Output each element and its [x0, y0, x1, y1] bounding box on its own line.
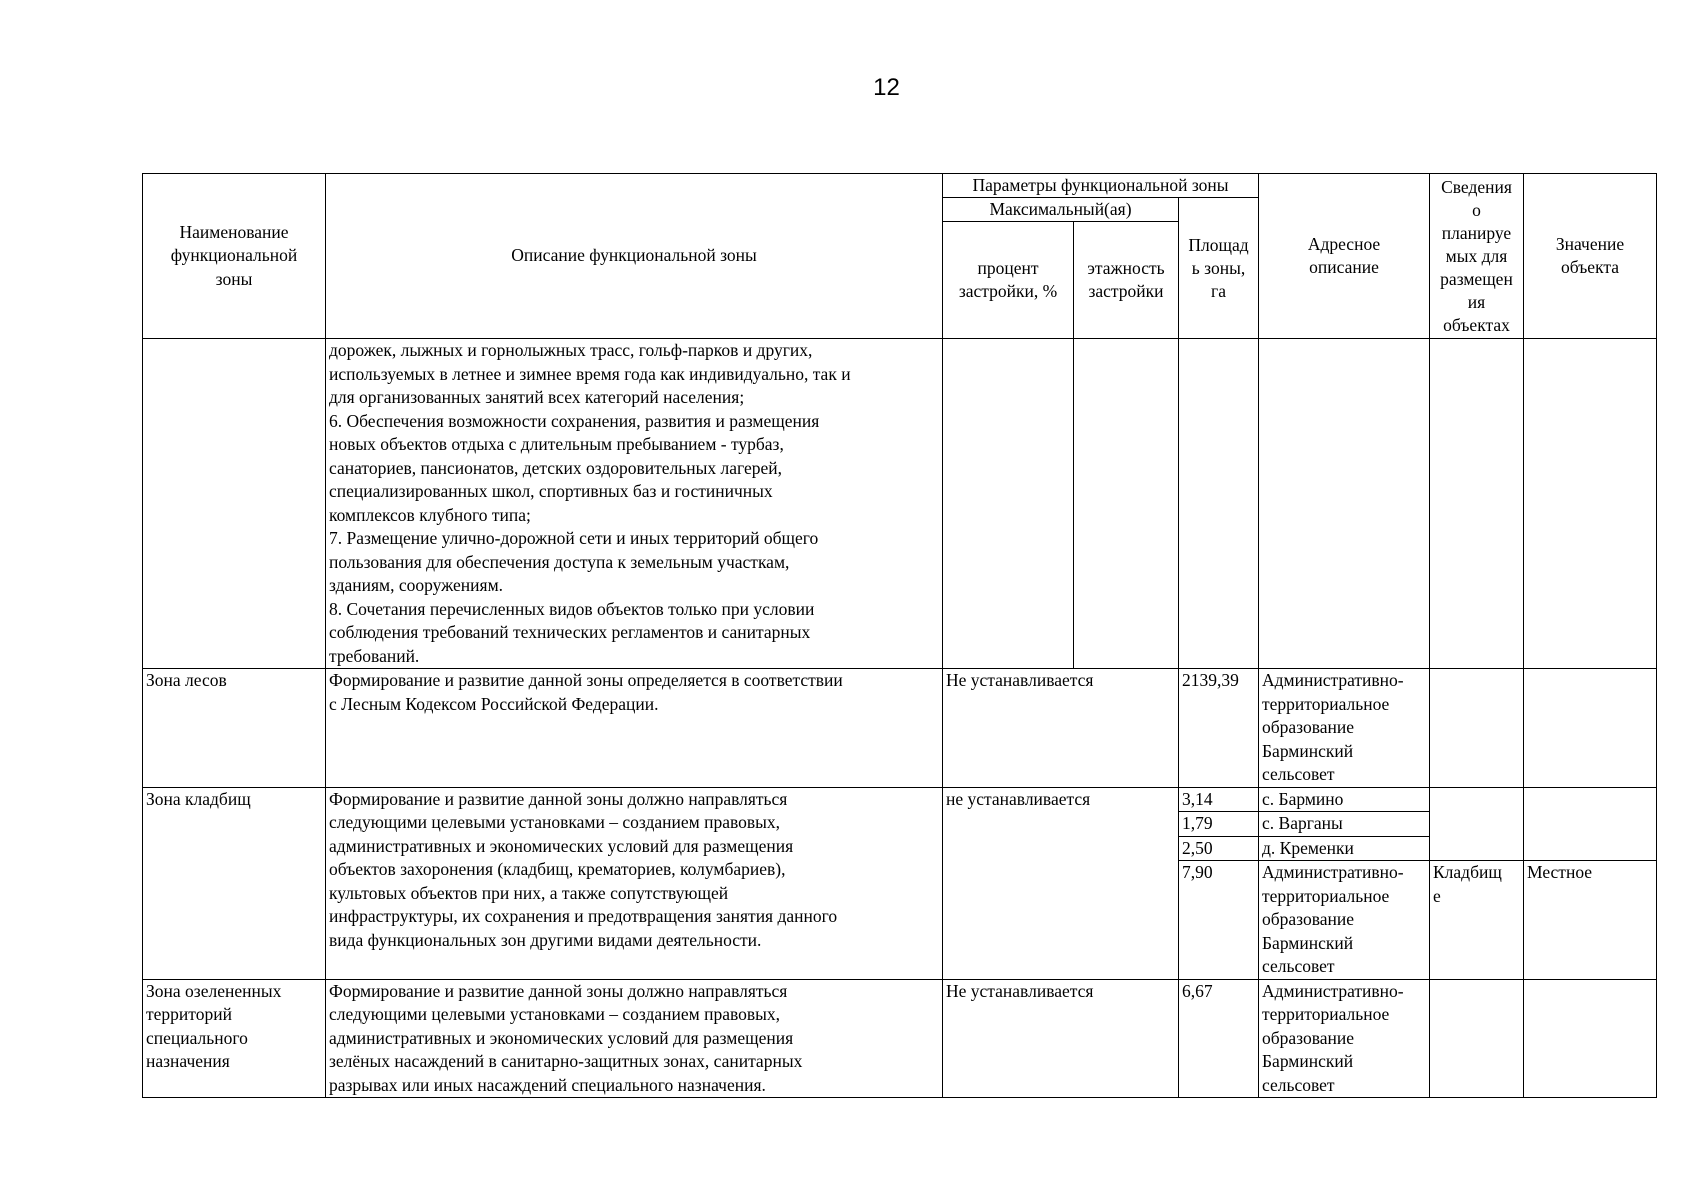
cell-empty — [1179, 339, 1259, 669]
table-row — [143, 787, 1657, 812]
cell-empty — [1074, 339, 1179, 669]
cell-empty — [1430, 339, 1524, 669]
table-row — [143, 339, 1657, 669]
green-zone-area: 6,67 — [1179, 979, 1259, 1098]
header-building-floors: этажность застройки — [1074, 222, 1179, 339]
cemetery-area-barmino: 3,14 — [1179, 787, 1259, 812]
green-zone-parameters: Не устанавливается — [943, 979, 1179, 1098]
header-planned-objects: Сведения о планируе мых для размещен ия объектах — [1430, 174, 1524, 339]
header-zone-area: Площад ь зоны, га — [1179, 198, 1259, 339]
table-row — [143, 979, 1657, 1098]
green-zone-address: Административно- территориальное образование Барминский сельсовет — [1259, 979, 1430, 1098]
green-zone-description: Формирование и развитие данной зоны должно направляться следующими целевыми установками – созданием правовых, административных и экономических условий для размещения зелёных насаждений в санитарно-защитных зонах, санитарных разрывах или иных насаждений специального назначения. — [326, 979, 943, 1098]
forest-zone-area: 2139,39 — [1179, 669, 1259, 788]
cemetery-planned-objects: Кладбищ е — [1430, 861, 1524, 980]
forest-zone-name: Зона лесов — [143, 669, 326, 788]
cell-empty — [1430, 787, 1524, 861]
continued-description: дорожек, лыжных и горнолыжных трасс, гольф-парков и других, используемых в летнее и зимнее время года как индивидуально, так и для организованных занятий всех категорий населения; 6. Обеспечения возможности сохранения, развития и размещения новых объектов отдыха с длительным пребыванием - турбаз, санаториев, пансионатов, детских оздоровительных лагерей, специализированных школ, спортивных баз и гостиничных комплексов клубного типа; 7. Размещение улично-дорожной сети и иных территорий общего пользования для обеспечения доступа к земельным участкам, зданиям, сооружениям. 8. Сочетания перечисленных видов объектов только при условии соблюдения требований технических регламентов и санитарных требований. — [326, 339, 943, 669]
header-maximum: Максимальный(ая) — [943, 198, 1179, 222]
cemetery-significance: Местное — [1524, 861, 1657, 980]
cemetery-address-barmino: с. Бармино — [1259, 787, 1430, 812]
header-address-description: Адресное описание — [1259, 174, 1430, 339]
header-zone-parameters: Параметры функциональной зоны — [943, 174, 1259, 198]
header-building-percent: процент застройки, % — [943, 222, 1074, 339]
cemetery-zone-name: Зона кладбищ — [143, 787, 326, 979]
cemetery-area-total: 7,90 — [1179, 861, 1259, 980]
cell-empty — [143, 339, 326, 669]
cell-empty — [943, 339, 1074, 669]
green-zone-name: Зона озелененных территорий специального назначения — [143, 979, 326, 1098]
cell-empty — [1524, 979, 1657, 1098]
page-number: 12 — [873, 74, 900, 101]
cell-empty — [1524, 339, 1657, 669]
cemetery-area-kremenki: 2,50 — [1179, 836, 1259, 861]
table-row — [143, 669, 1657, 788]
cell-empty — [1430, 669, 1524, 788]
forest-zone-parameters: Не устанавливается — [943, 669, 1179, 788]
cemetery-zone-parameters: не устанавливается — [943, 787, 1179, 979]
cemetery-address-vargany: с. Варганы — [1259, 812, 1430, 837]
cemetery-zone-description: Формирование и развитие данной зоны должно направляться следующими целевыми установками – созданием правовых, административных и экономических условий для размещения объектов захоронения (кладбищ, крематориев, колумбариев), культовых объектов при них, а также сопутствующей инфраструктуры, их сохранения и предотвращения занятия данного вида функциональных зон другими видами деятельности. — [326, 787, 943, 979]
cemetery-address-kremenki: д. Кременки — [1259, 836, 1430, 861]
header-zone-description: Описание функциональной зоны — [326, 174, 943, 339]
cemetery-address-total: Административно- территориальное образование Барминский сельсовет — [1259, 861, 1430, 980]
header-object-significance: Значение объекта — [1524, 174, 1657, 339]
cell-empty — [1524, 669, 1657, 788]
header-zone-name: Наименование функциональной зоны — [143, 174, 326, 339]
cell-empty — [1524, 787, 1657, 861]
cemetery-area-vargany: 1,79 — [1179, 812, 1259, 837]
forest-zone-description: Формирование и развитие данной зоны определяется в соответствии с Лесным Кодексом Российской Федерации. — [326, 669, 943, 788]
functional-zones-table — [142, 173, 1657, 1098]
cell-empty — [1259, 339, 1430, 669]
forest-zone-address: Административно- территориальное образование Барминский сельсовет — [1259, 669, 1430, 788]
cell-empty — [1430, 979, 1524, 1098]
